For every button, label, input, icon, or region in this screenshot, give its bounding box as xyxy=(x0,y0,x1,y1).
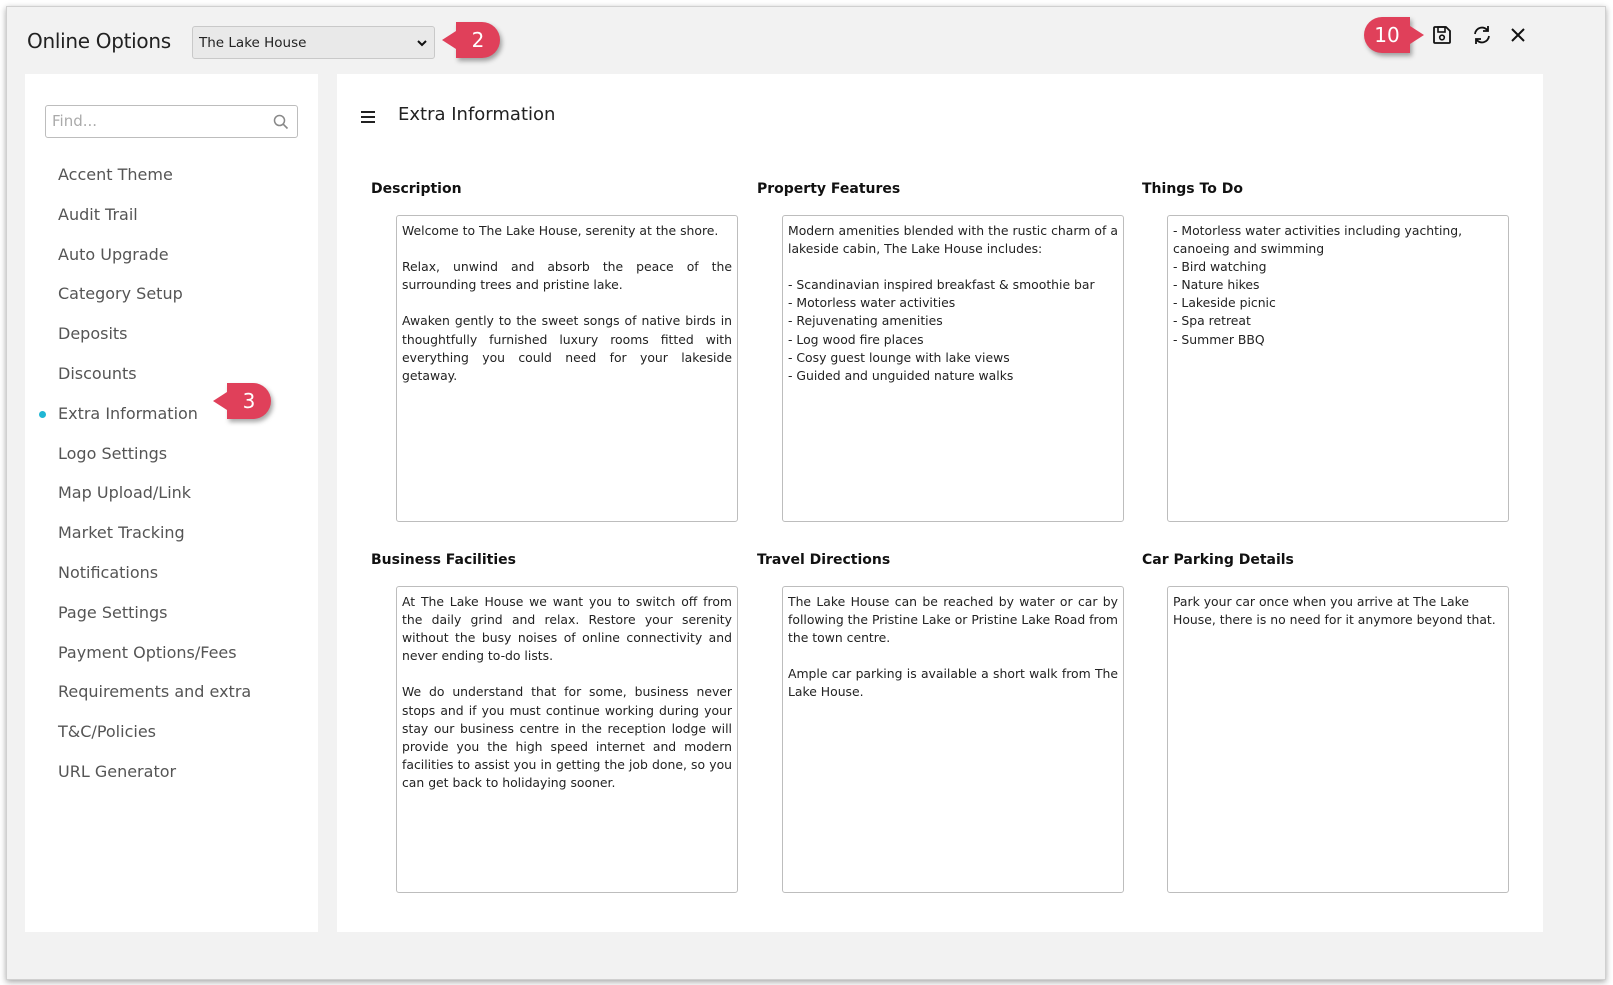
callout-badge-property: 2 xyxy=(456,22,500,58)
sidebar-item-label: Accent Theme xyxy=(58,165,173,184)
description-textarea[interactable]: Welcome to The Lake House, serenity at the shore. Relax, unwind and absorb the peace of the surrounding trees and pristine lake. Awaken gently to the sweet songs of native birds in thoughtfully furnished luxury rooms fitted with everything you could need for your lakeside getaway. xyxy=(396,215,738,522)
online-options-window xyxy=(6,6,1606,980)
business-facilities-label: Business Facilities xyxy=(371,552,516,568)
main-panel xyxy=(337,74,1543,932)
sidebar-item-label: Logo Settings xyxy=(58,443,168,463)
sidebar-item-discounts[interactable] xyxy=(25,354,318,394)
sidebar-item-page-settings[interactable] xyxy=(25,593,318,633)
travel-directions-label: Travel Directions xyxy=(757,552,891,568)
business-facilities-textarea[interactable]: At The Lake House we want you to switch off from the daily grind and relax. Restore your serenity without the busy noises of online connectivity and never ending to-do lists. We do understand that for some, business never stops and if you must continue working during your stay our business centre in the reception lodge will provide you the high speed internet and modern facilities to assist you in getting the job done, so you can get back to holidaying sooner. xyxy=(396,586,738,893)
sidebar-item-label: Discounts xyxy=(58,363,137,383)
section-title: Extra Information xyxy=(398,104,556,125)
search-icon xyxy=(273,114,289,130)
sidebar-item-accent-theme[interactable] xyxy=(25,155,318,195)
sidebar-item-auto-upgrade[interactable] xyxy=(25,235,318,275)
sidebar-item-label: Notifications xyxy=(58,562,159,582)
sidebar-item-payment-options-fees[interactable] xyxy=(25,633,318,673)
sidebar-item-market-tracking[interactable] xyxy=(25,513,318,553)
page-title: Online Options xyxy=(27,29,171,53)
close-icon[interactable] xyxy=(1505,22,1531,48)
sidebar-item-tc-policies[interactable] xyxy=(25,712,318,752)
sidebar-item-label: Page Settings xyxy=(58,602,168,622)
sidebar-item-label: Extra Information xyxy=(58,403,198,423)
property-features-textarea[interactable]: Modern amenities blended with the rustic charm of a lakeside cabin, The Lake House includes: - Scandinavian inspired breakfast & smoothie bar - Motorless water activities - Rejuvenating amenities - Log wood fire places - Cosy guest lounge with lake views - Guided and unguided nature walks xyxy=(782,215,1124,522)
callout-badge-nav: 3 xyxy=(227,383,271,419)
sidebar-item-extra-information[interactable] xyxy=(25,394,318,434)
sidebar-item-label: Auto Upgrade xyxy=(58,244,169,264)
property-features-label: Property Features xyxy=(757,181,901,197)
things-to-do-textarea[interactable]: - Motorless water activities including yachting, canoeing and swimming - Bird watching - Nature hikes - Lakeside picnic - Spa retreat - Summer BBQ xyxy=(1167,215,1509,522)
sidebar-item-label: Market Tracking xyxy=(58,523,185,543)
sidebar-item-map-upload-link[interactable] xyxy=(25,473,318,513)
sidebar-item-requirements-and-extra[interactable] xyxy=(25,672,318,712)
sidebar-item-label: Payment Options/Fees xyxy=(58,642,237,662)
callout-badge-save: 10 xyxy=(1364,17,1410,53)
car-parking-textarea[interactable]: Park your car once when you arrive at The Lake House, there is no need for it anymore beyond that. xyxy=(1167,586,1509,893)
sidebar xyxy=(25,74,318,932)
hamburger-menu-icon[interactable] xyxy=(359,109,379,125)
search-input[interactable] xyxy=(46,106,268,135)
save-icon[interactable] xyxy=(1429,22,1455,48)
car-parking-label: Car Parking Details xyxy=(1142,552,1294,568)
sidebar-item-notifications[interactable] xyxy=(25,553,318,593)
sidebar-item-label: Audit Trail xyxy=(58,204,138,224)
active-indicator xyxy=(39,411,46,418)
refresh-icon[interactable] xyxy=(1469,22,1495,48)
chevron-down-icon xyxy=(416,37,428,49)
sidebar-item-label: Deposits xyxy=(58,324,128,344)
sidebar-item-label: Map Upload/Link xyxy=(58,483,192,503)
travel-directions-textarea[interactable]: The Lake House can be reached by water or car by following the Pristine Lake or Pristine Lake Road from the town centre. Ample car parking is available a short walk from The Lake House. xyxy=(782,586,1124,893)
sidebar-nav xyxy=(25,155,318,792)
sidebar-item-deposits[interactable] xyxy=(25,314,318,354)
sidebar-item-category-setup[interactable] xyxy=(25,274,318,314)
sidebar-item-label: T&C/Policies xyxy=(58,722,156,742)
sidebar-item-url-generator[interactable] xyxy=(25,752,318,792)
sidebar-item-audit-trail[interactable] xyxy=(25,195,318,235)
search-box xyxy=(45,105,298,138)
property-select[interactable] xyxy=(192,26,435,59)
sidebar-item-label: Category Setup xyxy=(58,284,183,304)
sidebar-item-label: Requirements and extra xyxy=(58,682,252,702)
sidebar-item-logo-settings[interactable] xyxy=(25,434,318,474)
sidebar-item-label: URL Generator xyxy=(58,761,177,781)
property-select-value: The Lake House xyxy=(199,34,307,51)
description-label: Description xyxy=(371,181,462,197)
things-to-do-label: Things To Do xyxy=(1142,181,1243,197)
